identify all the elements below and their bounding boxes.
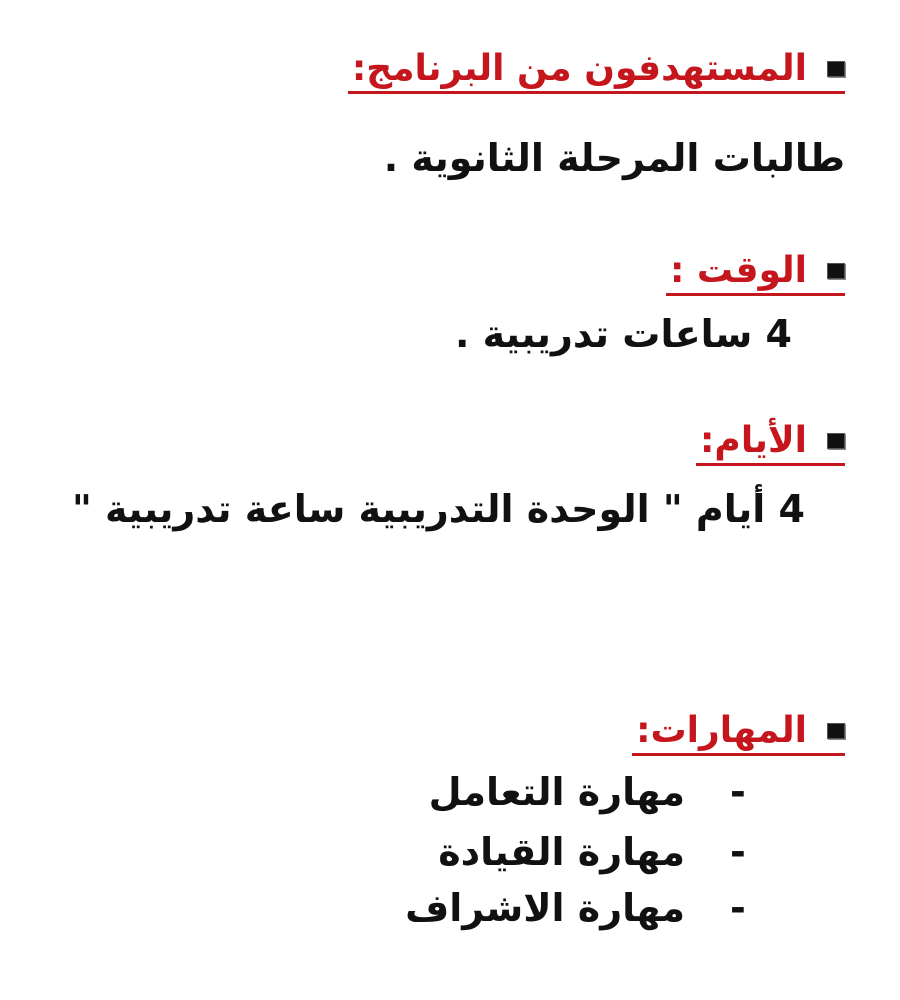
skill-item bbox=[405, 886, 790, 932]
skill-dash: - bbox=[730, 770, 746, 814]
skill-label: مهارة الاشراف bbox=[405, 886, 685, 930]
bullet-square-icon bbox=[827, 263, 845, 279]
skill-item bbox=[429, 770, 790, 816]
skill-label: مهارة القيادة bbox=[438, 830, 685, 874]
bullet-square-icon bbox=[827, 61, 845, 77]
skill-label: مهارة التعامل bbox=[428, 770, 685, 814]
audience-text: طالبات المرحلة الثانوية . bbox=[383, 136, 845, 180]
days-text: 4 أيام " الوحدة التدريبية ساعة تدريبية " bbox=[72, 487, 805, 531]
skill-dash: - bbox=[730, 886, 746, 930]
days-heading-text: الأيام: bbox=[700, 420, 807, 461]
time-text: 4 ساعات تدريبية . bbox=[454, 312, 792, 356]
time-heading bbox=[666, 250, 845, 296]
bullet-square-icon bbox=[827, 723, 845, 739]
time-heading-text: الوقت : bbox=[669, 250, 807, 291]
skills-heading bbox=[632, 710, 845, 756]
audience-heading-text: المستهدفون من البرنامج: bbox=[351, 48, 807, 89]
days-heading bbox=[696, 420, 845, 466]
skill-item bbox=[438, 830, 790, 876]
audience-heading bbox=[348, 48, 845, 94]
bullet-square-icon bbox=[827, 433, 845, 449]
skills-heading-text: المهارات: bbox=[636, 710, 807, 751]
skill-dash: - bbox=[730, 830, 746, 874]
